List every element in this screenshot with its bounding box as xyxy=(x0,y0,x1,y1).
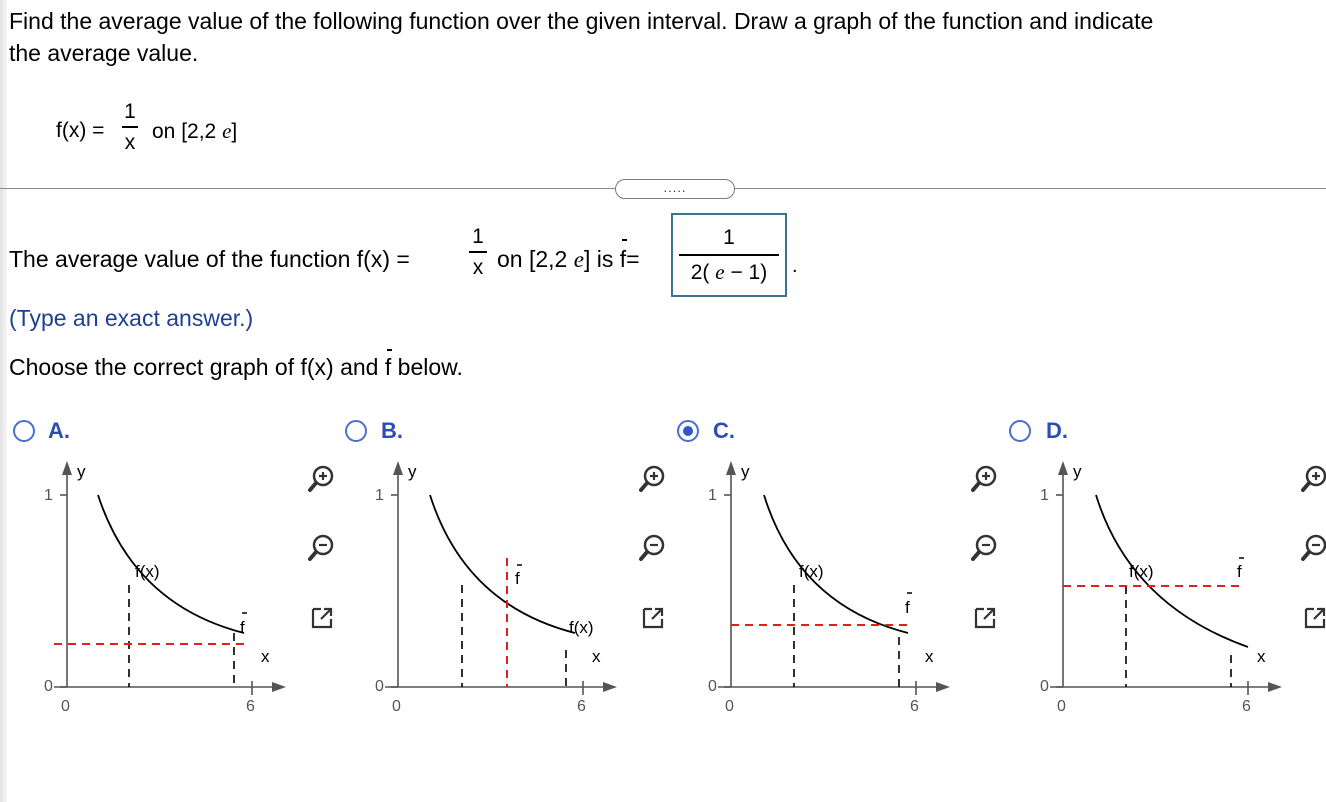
denominator-suffix: − 1) xyxy=(730,261,768,284)
x-tick-label-right: 6 xyxy=(910,698,919,715)
x-axis-arrow xyxy=(272,682,286,692)
zoom-in-icon[interactable] xyxy=(307,463,337,493)
left-edge-shadow xyxy=(0,0,7,802)
function-curve xyxy=(430,495,575,633)
y-tick-label-bottom: 0 xyxy=(375,678,384,695)
denominator-prefix: 2( xyxy=(690,261,710,284)
answer-period: . xyxy=(792,255,798,277)
x-tick-label-left: 0 xyxy=(61,698,70,715)
answer-equals: = xyxy=(626,246,640,272)
x-tick-label-right: 6 xyxy=(577,698,586,715)
zoom-out-icon[interactable] xyxy=(638,532,668,562)
zoom-in-icon[interactable] xyxy=(970,463,1000,493)
zoom-out-icon[interactable] xyxy=(307,532,337,562)
answer-fbar-letter: f xyxy=(619,246,627,272)
option-c-radio[interactable] xyxy=(677,420,699,442)
y-tick-label-bottom: 0 xyxy=(1040,678,1049,695)
answer-fraction-bar xyxy=(469,251,487,253)
option-c-label[interactable]: C. xyxy=(713,418,735,443)
y-tick-label-top: 1 xyxy=(708,487,717,504)
y-axis-label: y xyxy=(1073,462,1082,481)
zoom-in-icon[interactable] xyxy=(1300,463,1326,493)
interval-text: on [2,2 xyxy=(152,120,217,143)
x-tick-label-left: 0 xyxy=(392,698,401,715)
option-c-graph xyxy=(698,455,958,715)
zoom-out-icon[interactable] xyxy=(1300,532,1326,562)
function-curve xyxy=(764,495,908,633)
answer-fbar xyxy=(620,246,626,272)
y-tick-label-bottom: 0 xyxy=(44,678,53,695)
answer-function-fraction xyxy=(469,226,487,278)
fraction-bar xyxy=(122,126,138,128)
x-tick-label-right: 6 xyxy=(246,698,255,715)
option-a-radio[interactable] xyxy=(13,420,35,442)
function-lhs: f(x) = xyxy=(56,119,105,142)
function-curve xyxy=(1096,495,1248,647)
denominator-e: e xyxy=(715,260,725,284)
x-axis-label: x xyxy=(1257,647,1266,666)
option-a-graph xyxy=(34,455,294,715)
expand-icon[interactable] xyxy=(1300,603,1326,633)
expand-icon[interactable] xyxy=(970,603,1000,633)
graph-prompt xyxy=(9,354,463,381)
average-label: f xyxy=(240,618,245,637)
y-axis-label: y xyxy=(408,462,417,481)
expand-toggle-button[interactable]: ..... xyxy=(615,179,735,199)
option-d-label[interactable]: D. xyxy=(1046,418,1068,443)
y-axis-label: y xyxy=(77,462,86,481)
interval-close: ] xyxy=(231,120,238,143)
answer-interval-e: e xyxy=(573,247,584,272)
answer-interval-text: on [2,2 xyxy=(497,246,568,272)
answer-value-fraction xyxy=(679,227,779,283)
answer-lead-text: The average value of the function f(x) = xyxy=(9,246,410,272)
prompt-fbar xyxy=(385,354,391,380)
answer-value-numerator: 1 xyxy=(723,226,735,249)
function-label: f(x) xyxy=(799,562,824,581)
y-tick-label-bottom: 0 xyxy=(708,678,717,695)
function-interval xyxy=(152,119,237,144)
x-axis-label: x xyxy=(592,647,601,666)
y-axis-label: y xyxy=(741,462,750,481)
x-axis-label: x xyxy=(925,647,934,666)
answer-value-bar xyxy=(679,254,779,256)
function-label: f(x) xyxy=(135,562,160,581)
x-tick-label-left: 0 xyxy=(725,698,734,715)
function-label: f(x) xyxy=(569,618,594,637)
option-a-label[interactable]: A. xyxy=(48,418,70,443)
y-axis-arrow xyxy=(62,461,72,475)
zoom-out-icon[interactable] xyxy=(970,532,1000,562)
function-curve xyxy=(98,495,244,633)
option-b-label[interactable]: B. xyxy=(381,418,403,443)
interval-e: e xyxy=(222,119,232,143)
answer-input-box[interactable] xyxy=(671,213,787,297)
expand-icon[interactable] xyxy=(307,603,337,633)
prompt-post: below. xyxy=(397,354,463,380)
option-b-radio[interactable] xyxy=(345,420,367,442)
function-label: f(x) xyxy=(1129,562,1154,581)
y-tick-label-top: 1 xyxy=(44,487,53,504)
answer-is-text: ] is xyxy=(583,246,614,272)
expand-icon[interactable] xyxy=(638,603,668,633)
prompt-fbar-letter: f xyxy=(384,354,392,380)
y-tick-label-top: 1 xyxy=(1040,487,1049,504)
answer-value-denominator xyxy=(679,262,779,283)
option-d-graph xyxy=(1030,455,1290,715)
option-d-radio[interactable] xyxy=(1009,420,1031,442)
average-label: f xyxy=(515,569,520,588)
answer-interval xyxy=(497,246,640,273)
zoom-in-icon[interactable] xyxy=(638,463,668,493)
hint-text: (Type an exact answer.) xyxy=(9,305,254,331)
fbar-overline xyxy=(622,239,627,241)
x-tick-label-right: 6 xyxy=(1242,698,1251,715)
fraction-numerator: 1 xyxy=(124,100,136,123)
question-line-2: the average value. xyxy=(9,40,199,66)
average-label: f xyxy=(905,598,910,617)
fraction-denominator: x xyxy=(124,131,136,154)
x-tick-label-left: 0 xyxy=(1057,698,1066,715)
answer-fraction-denominator: x xyxy=(472,256,484,279)
average-label: f xyxy=(1237,562,1242,581)
option-b-graph xyxy=(365,455,625,715)
x-axis-label: x xyxy=(261,647,270,666)
question-line-1: Find the average value of the following function over the given interval. Draw a graph of the function and indicate xyxy=(9,8,1154,34)
answer-fraction-numerator: 1 xyxy=(472,225,484,248)
function-fraction xyxy=(122,101,138,153)
prompt-pre: Choose the correct graph of f(x) and xyxy=(9,354,379,380)
prompt-fbar-overline xyxy=(387,349,392,351)
y-tick-label-top: 1 xyxy=(375,487,384,504)
